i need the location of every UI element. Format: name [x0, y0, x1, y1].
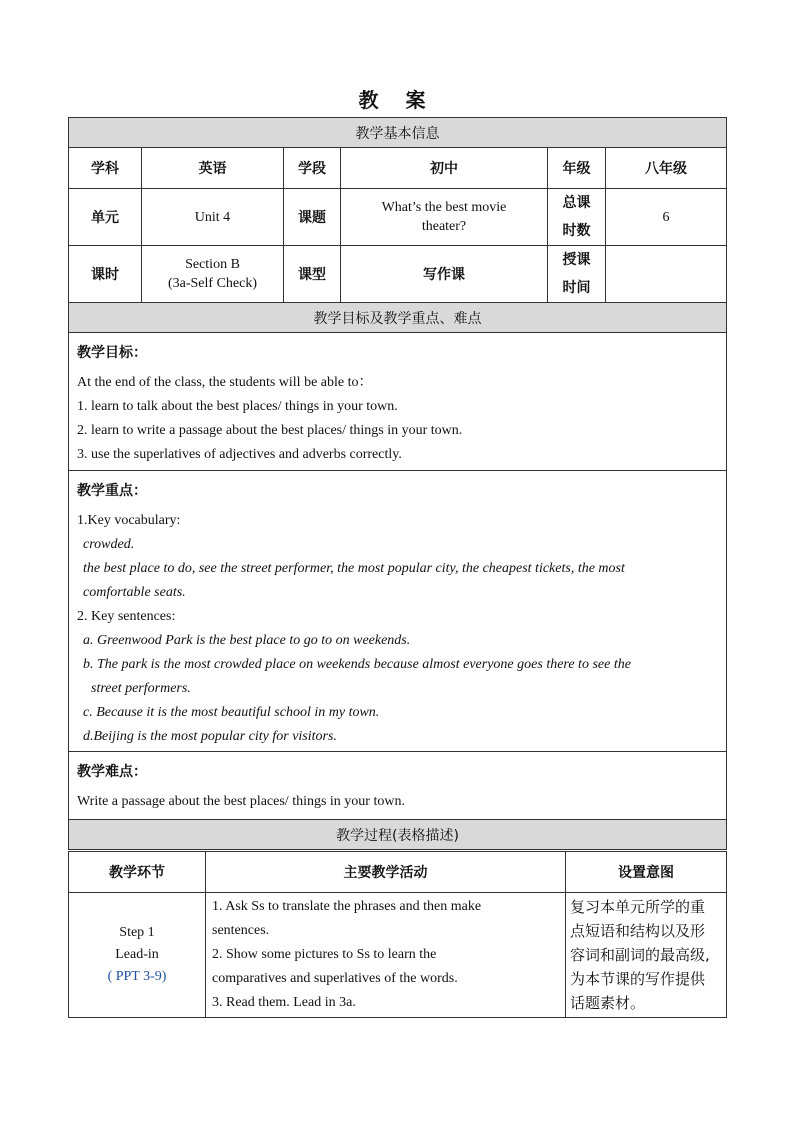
- activity-line: 2. Show some pictures to Ss to learn the: [212, 947, 437, 962]
- key-vocab-line: the best place to do, see the street performer, the most popular city, the cheapest tickets, the most: [83, 561, 625, 576]
- key-sentence-line: d.Beijing is the most popular city for visitors.: [83, 729, 337, 744]
- activity-line: comparatives and superlatives of the words.: [212, 971, 458, 986]
- subject-label: 学科: [69, 148, 142, 189]
- lesson-type-value: 写作课: [341, 246, 548, 303]
- goal-line: At the end of the class, the students will be able to：: [77, 375, 373, 390]
- unit-value: Unit 4: [142, 189, 284, 246]
- difficulty-cell: [69, 752, 727, 820]
- activity-line: sentences.: [212, 923, 270, 938]
- grade-label: 年级: [548, 148, 606, 189]
- section-basic-info-header: 教学基本信息: [69, 118, 727, 148]
- teach-time-value: [606, 246, 727, 303]
- lesson-value: [142, 246, 284, 303]
- key-points-cell: [69, 471, 727, 752]
- teaching-goals-cell: [69, 333, 727, 471]
- topic-value: What’s the best movie theater?: [341, 189, 548, 246]
- teach-time-label: [548, 246, 606, 303]
- key-sentence-line: street performers.: [91, 681, 191, 696]
- goal-line: 2. learn to write a passage about the best places/ things in your town.: [77, 423, 463, 438]
- section-objectives-header: 教学目标及教学重点、难点: [69, 303, 727, 333]
- table-row: [69, 893, 727, 1018]
- key-sentences-label: 2. Key sentences:: [77, 609, 176, 624]
- activity-line: 1. Ask Ss to translate the phrases and then make: [212, 899, 482, 914]
- key-vocab-line: crowded.: [83, 537, 135, 552]
- intent-line: 容词和副词的最高级,: [570, 946, 710, 964]
- key-sentence-line: b. The park is the most crowded place on weekends because almost everyone goes there to see the: [83, 657, 631, 672]
- process-step-cell: [69, 893, 206, 1018]
- goal-line: 1. learn to talk about the best places/ things in your town.: [77, 399, 398, 414]
- total-hours-label-line1: 总课: [562, 195, 591, 211]
- process-col-activities: 主要教学活动: [206, 852, 566, 893]
- step-name: Lead-in: [115, 947, 159, 962]
- teach-time-label-line1: 授课: [562, 252, 591, 268]
- lesson-value-line1: Section B: [185, 257, 240, 272]
- process-col-step: 教学环节: [69, 852, 206, 893]
- difficulty-line: Write a passage about the best places/ things in your town.: [77, 794, 405, 809]
- activity-line: 3. Read them. Lead in 3a.: [212, 995, 356, 1010]
- process-table: [68, 851, 727, 1018]
- goal-line: 3. use the superlatives of adjectives and adverbs correctly.: [77, 447, 402, 462]
- total-hours-label: [548, 189, 606, 246]
- lesson-type-label: 课型: [284, 246, 341, 303]
- process-intent-cell: [566, 893, 727, 1018]
- unit-label: 单元: [69, 189, 142, 246]
- total-hours-value: 6: [606, 189, 727, 246]
- key-vocab-label: 1.Key vocabulary:: [77, 513, 181, 528]
- subject-value: 英语: [142, 148, 284, 189]
- intent-line: 点短语和结构以及形: [570, 922, 706, 940]
- intent-line: 复习本单元所学的重: [570, 898, 706, 916]
- stage-value: 初中: [341, 148, 548, 189]
- key-points-title: 教学重点：: [77, 483, 147, 499]
- lesson-value-line2: (3a-Self Check): [167, 276, 258, 291]
- intent-line: 话题素材。: [570, 994, 646, 1012]
- section-process-header: 教学过程(表格描述): [69, 820, 727, 850]
- step-ppt-ref: ( PPT 3-9): [107, 969, 167, 984]
- grade-value: 八年级: [606, 148, 727, 189]
- lesson-label: 课时: [69, 246, 142, 303]
- teaching-goals-title: 教学目标：: [77, 345, 147, 361]
- page-title: 教 案: [358, 88, 436, 112]
- key-sentence-line: c. Because it is the most beautiful school in my town.: [83, 705, 380, 720]
- key-sentence-line: a. Greenwood Park is the best place to go to on weekends.: [83, 633, 411, 648]
- stage-label: 学段: [284, 148, 341, 189]
- intent-line: 为本节课的写作提供: [570, 970, 706, 988]
- teach-time-label-line2: 时间: [562, 280, 591, 296]
- process-activities-cell: [206, 893, 566, 1018]
- difficulty-title: 教学难点：: [77, 764, 147, 780]
- key-vocab-line: comfortable seats.: [83, 585, 186, 600]
- topic-label: 课题: [284, 189, 341, 246]
- process-col-intent: 设置意图: [566, 852, 727, 893]
- step-number: Step 1: [119, 925, 155, 940]
- total-hours-label-line2: 时数: [562, 223, 591, 239]
- lesson-plan-table: [68, 117, 727, 850]
